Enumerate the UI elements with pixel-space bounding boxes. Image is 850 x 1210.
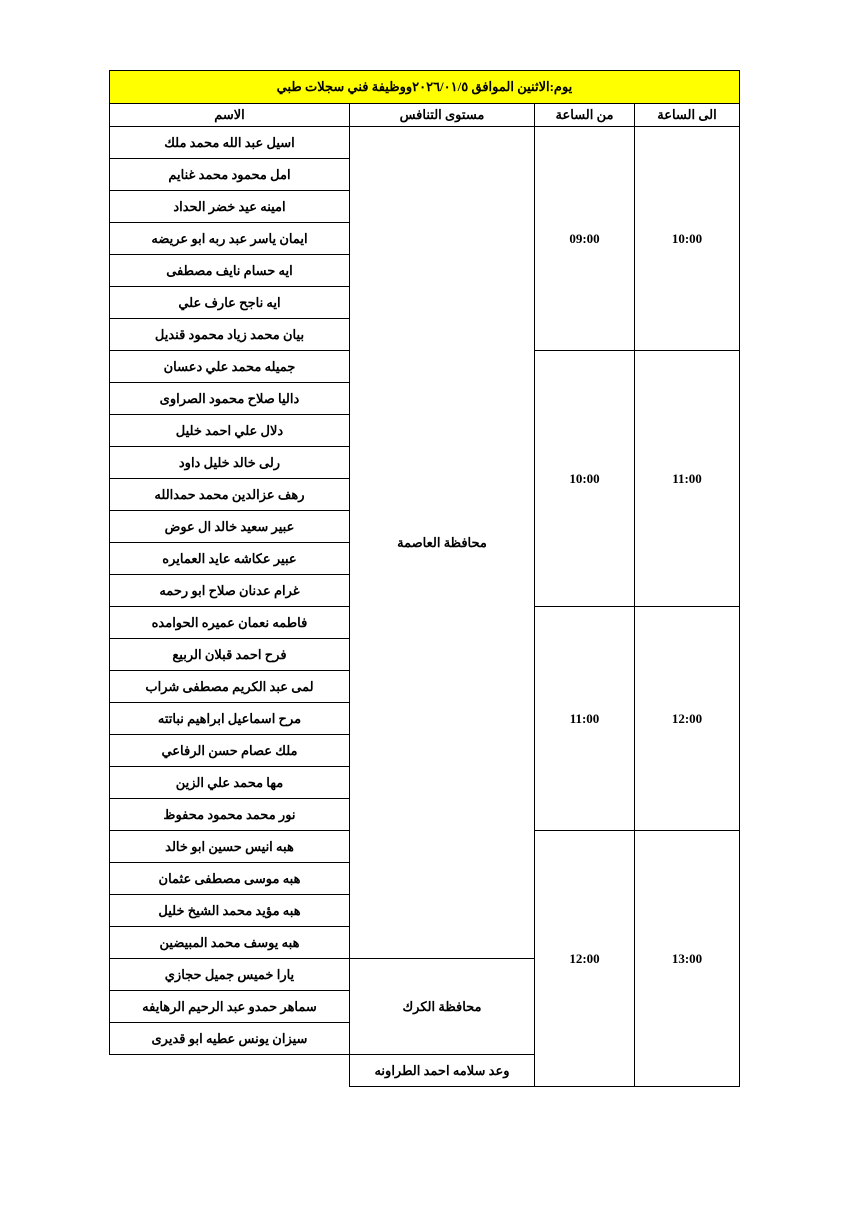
- cell-applicant-name: غرام عدنان صلاح ابو رحمه: [109, 575, 349, 607]
- cell-applicant-name: امل محمود محمد غنايم: [109, 159, 349, 191]
- cell-applicant-name: بيان محمد زياد محمود قنديل: [109, 319, 349, 351]
- cell-to-time: 11:00: [635, 351, 740, 607]
- cell-applicant-name: عبير عكاشه عايد العمايره: [109, 543, 349, 575]
- cell-applicant-name: دلال علي احمد خليل: [109, 415, 349, 447]
- cell-applicant-name: سماهر حمدو عبد الرحيم الرهايفه: [109, 991, 349, 1023]
- cell-applicant-name: ايه حسام نايف مصطفى: [109, 255, 349, 287]
- cell-applicant-name: مرح اسماعيل ابراهيم نباتته: [109, 703, 349, 735]
- cell-applicant-name: ايمان ياسر عبد ربه ابو عريضه: [109, 223, 349, 255]
- cell-applicant-name: ملك عصام حسن الرفاعي: [109, 735, 349, 767]
- cell-to-time: 13:00: [635, 831, 740, 1087]
- cell-applicant-name: سيزان يونس عطيه ابو قديرى: [109, 1023, 349, 1055]
- cell-to-time: 12:00: [635, 607, 740, 831]
- cell-to-time: 10:00: [635, 127, 740, 351]
- cell-applicant-name: رلى خالد خليل داود: [109, 447, 349, 479]
- schedule-table: [109, 70, 740, 1087]
- cell-applicant-name: يارا خميس جميل حجازي: [109, 959, 349, 991]
- column-header-from-time: من الساعة: [535, 104, 635, 127]
- cell-competition-level: محافظة العاصمة: [350, 127, 535, 959]
- cell-applicant-name: جميله محمد علي دعسان: [109, 351, 349, 383]
- cell-applicant-name: اسيل عبد الله محمد ملك: [109, 127, 349, 159]
- cell-from-time: 09:00: [535, 127, 635, 351]
- page-title: يوم:الاثنين الموافق ٢٠٢٦/٠١/٥ووظيفة فني سجلات طبي: [109, 71, 739, 104]
- column-header-to-time: الى الساعة: [635, 104, 740, 127]
- cell-applicant-name: امينه عيد خضر الحداد: [109, 191, 349, 223]
- table-header-row: [109, 104, 739, 127]
- cell-applicant-name: داليا صلاح محمود الصراوى: [109, 383, 349, 415]
- cell-from-time: 12:00: [535, 831, 635, 1087]
- cell-competition-level: محافظة الكرك: [350, 959, 535, 1055]
- cell-applicant-name: وعد سلامه احمد الطراونه: [350, 1055, 535, 1087]
- cell-applicant-name: عبير سعيد خالد ال عوض: [109, 511, 349, 543]
- cell-applicant-name: رهف عزالدين محمد حمدالله: [109, 479, 349, 511]
- cell-applicant-name: هبه موسى مصطفى عثمان: [109, 863, 349, 895]
- cell-applicant-name: مها محمد علي الزين: [109, 767, 349, 799]
- cell-applicant-name: هبه مؤيد محمد الشيخ خليل: [109, 895, 349, 927]
- table-row: [109, 127, 739, 159]
- column-header-name: الاسم: [109, 104, 349, 127]
- cell-applicant-name: ايه ناجح عارف علي: [109, 287, 349, 319]
- cell-applicant-name: هبه انيس حسين ابو خالد: [109, 831, 349, 863]
- cell-from-time: 10:00: [535, 351, 635, 607]
- cell-applicant-name: فاطمه نعمان عميره الحوامده: [109, 607, 349, 639]
- cell-applicant-name: نور محمد محمود محفوظ: [109, 799, 349, 831]
- column-header-level: مستوى التنافس: [350, 104, 535, 127]
- title-row: [109, 71, 739, 104]
- cell-from-time: 11:00: [535, 607, 635, 831]
- cell-applicant-name: لمى عبد الكريم مصطفى شراب: [109, 671, 349, 703]
- cell-applicant-name: فرح احمد قبلان الربيع: [109, 639, 349, 671]
- cell-applicant-name: هبه يوسف محمد المبيضين: [109, 927, 349, 959]
